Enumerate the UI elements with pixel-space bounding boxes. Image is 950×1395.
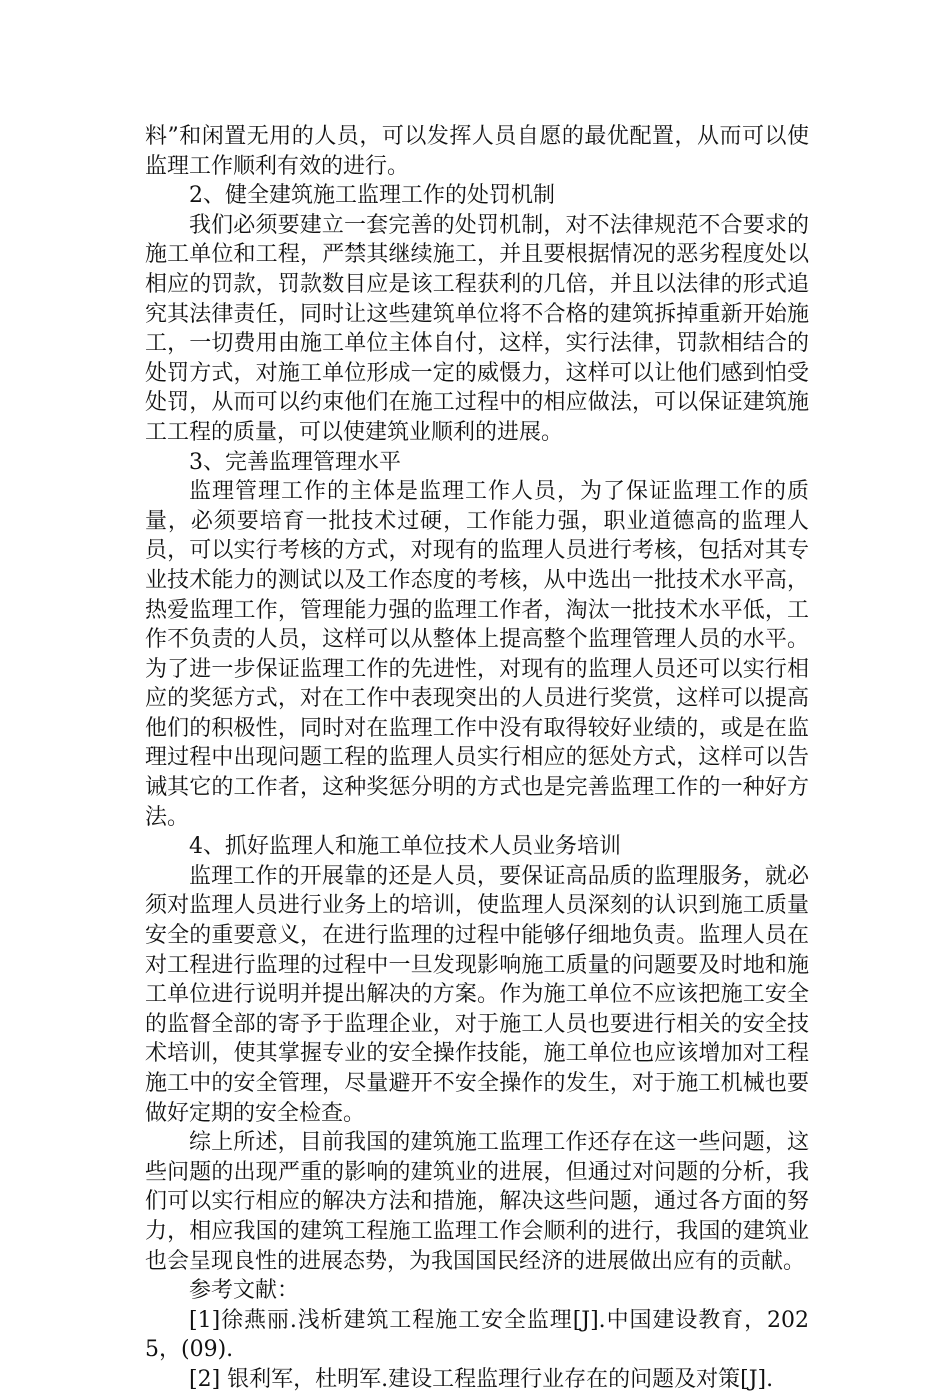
paragraph-penalty-mechanism: 我们必须要建立一套完善的处罚机制，对不法律规范不合要求的施工单位和工程，严禁其继续施工，并且要根据情况的恶劣程度处以相应的罚款，罚款数目应是该工程获利的几倍，并且以法律的形式追究其法律责任，同时让这些建筑单位将不合格的建筑拆掉重新开始施工，一切费用由施工单位主体自付，这样，实行法律，罚款相结合的处罚方式，对施工单位形成一定的威慑力，这样可以让他们感到怕受处罚，从而可以约束他们在施工过程中的相应做法，可以保证建筑施工工程的质量，可以使建筑业顺利的进展。 [145, 212, 809, 445]
paragraph-continuation: 料”和闲置无用的人员，可以发挥人员自愿的最优配置，从而可以使监理工作顺利有效的进行。 [145, 124, 809, 179]
references-heading: 参考文献： [189, 1278, 300, 1304]
reference-item-1: [1]徐燕丽.浅析建筑工程施工安全监理[J].中国建设教育，2025，(09). [145, 1307, 809, 1363]
section-heading-3: 3、完善监理管理水平 [189, 449, 401, 475]
paragraph-training: 监理工作的开展靠的还是人员，要保证高品质的监理服务，就必须对监理人员进行业务上的培训，使监理人员深刻的认识到施工质量安全的重要意义，在进行监理的过程中能够仔细地负责。监理人员在对工程进行监理的过程中一旦发现影响施工质量的问题要及时地和施工单位进行说明并提出解决的方案。作为施工单位不应该把施工安全的监督全部的寄予于监理企业，对于施工人员也要进行相关的安全技术培训，使其掌握专业的安全操作技能，施工单位也应该增加对工程施工中的安全管理，尽量避开不安全操作的发生，对于施工机械也要做好定期的安全检查。 [145, 863, 809, 1126]
paragraph-conclusion: 综上所述，目前我国的建筑施工监理工作还存在这一些问题，这些问题的出现严重的影响的建筑业的进展，但通过对问题的分析，我们可以实行相应的解决方法和措施，解决这些问题，通过各方面的努力，相应我国的建筑工程施工监理工作会顺利的进行，我国的建筑业也会呈现良性的进展态势，为我国国民经济的进展做出应有的贡献。 [145, 1130, 809, 1274]
paragraph-management-level: 监理管理工作的主体是监理工作人员，为了保证监理工作的质量，必须要培育一批技术过硬，工作能力强，职业道德高的监理人员，可以实行考核的方式，对现有的监理人员进行考核，包括对其专业技术能力的测试以及工作态度的考核，从中选出一批技术水平高，热爱监理工作，管理能力强的监理工作者，淘汰一批技术水平低，工作不负责的人员，这样可以从整体上提高整个监理管理人员的水平。为了进一步保证监理工作的先进性，对现有的监理人员还可以实行相应的奖惩方式，对在工作中表现突出的人员进行奖赏，这样可以提高他们的积极性，同时对在监理工作中没有取得较好业绩的，或是在监理过程中出现问题工程的监理人员实行相应的惩处方式，这样可以告诫其它的工作者，这种奖惩分明的方式也是完善监理工作的一种好方法。 [145, 479, 809, 830]
section-heading-4: 4、抓好监理人和施工单位技术人员业务培训 [189, 834, 621, 860]
reference-item-2: [2] 银利军，杜明军.建设工程监理行业存在的问题及对策[J]. [189, 1366, 774, 1392]
document-page [145, 122, 809, 1395]
section-heading-2: 2、健全建筑施工监理工作的处罚机制 [189, 183, 555, 209]
